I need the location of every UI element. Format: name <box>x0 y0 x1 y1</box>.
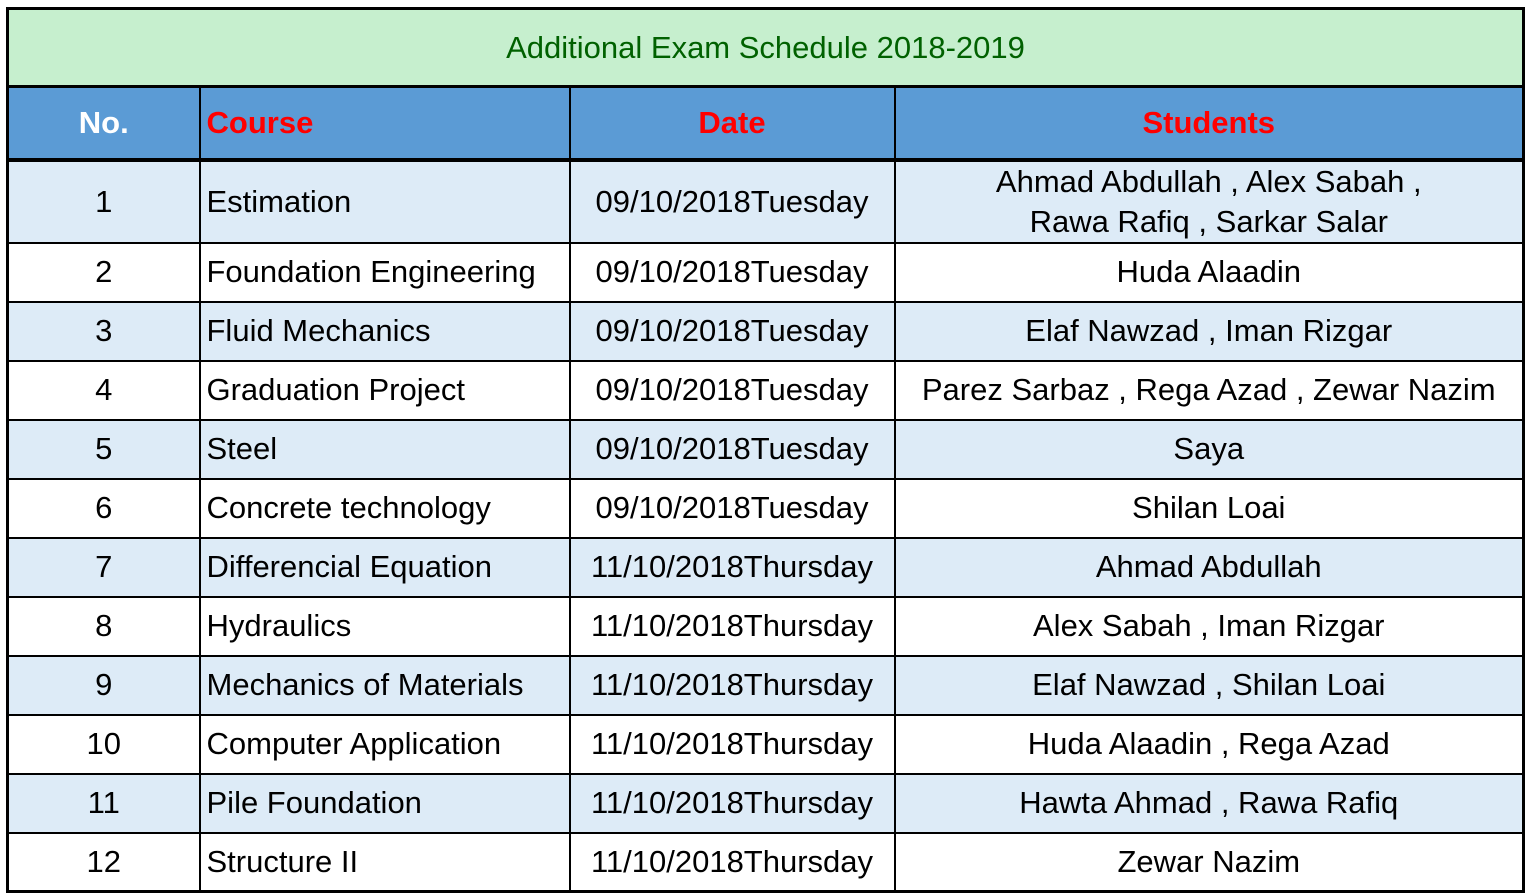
students-cell: Elaf Nawzad , Shilan Loai <box>895 656 1524 715</box>
students-cell: Alex Sabah , Iman Rizgar <box>895 597 1524 656</box>
table-row <box>8 715 1524 774</box>
students-cell: Hawta Ahmad , Rawa Rafiq <box>895 774 1524 833</box>
course-cell: Steel <box>200 420 570 479</box>
table-row <box>8 774 1524 833</box>
row-number-cell: 1 <box>8 160 200 243</box>
row-number-cell: 12 <box>8 833 200 892</box>
course-cell: Mechanics of Materials <box>200 656 570 715</box>
students-cell: Ahmad Abdullah <box>895 538 1524 597</box>
students-cell: Ahmad Abdullah , Alex Sabah , Rawa Rafiq , Sarkar Salar <box>895 160 1524 243</box>
row-number-cell: 3 <box>8 302 200 361</box>
row-number-cell: 5 <box>8 420 200 479</box>
course-cell: Foundation Engineering <box>200 243 570 302</box>
column-header-date: Date <box>570 87 895 160</box>
schedule-rows <box>8 160 1524 892</box>
column-header-course: Course <box>200 87 570 160</box>
title-row <box>8 9 1524 87</box>
course-cell: Fluid Mechanics <box>200 302 570 361</box>
date-cell: 11/10/2018Thursday <box>570 538 895 597</box>
course-cell: Hydraulics <box>200 597 570 656</box>
table-row <box>8 597 1524 656</box>
table-row <box>8 538 1524 597</box>
date-cell: 09/10/2018Tuesday <box>570 243 895 302</box>
course-cell: Computer Application <box>200 715 570 774</box>
exam-schedule-table <box>6 7 1525 893</box>
students-cell: Huda Alaadin , Rega Azad <box>895 715 1524 774</box>
course-cell: Concrete technology <box>200 479 570 538</box>
row-number-cell: 7 <box>8 538 200 597</box>
date-cell: 09/10/2018Tuesday <box>570 420 895 479</box>
table-row <box>8 656 1524 715</box>
header-row <box>8 87 1524 160</box>
table-row <box>8 479 1524 538</box>
students-cell: Parez Sarbaz , Rega Azad , Zewar Nazim <box>895 361 1524 420</box>
students-cell: Zewar Nazim <box>895 833 1524 892</box>
course-cell: Differencial Equation <box>200 538 570 597</box>
row-number-cell: 6 <box>8 479 200 538</box>
table-row <box>8 361 1524 420</box>
table-row <box>8 302 1524 361</box>
row-number-cell: 2 <box>8 243 200 302</box>
date-cell: 11/10/2018Thursday <box>570 597 895 656</box>
students-cell: Saya <box>895 420 1524 479</box>
table-row <box>8 160 1524 243</box>
course-cell: Estimation <box>200 160 570 243</box>
date-cell: 09/10/2018Tuesday <box>570 361 895 420</box>
students-cell: Elaf Nawzad , Iman Rizgar <box>895 302 1524 361</box>
course-cell: Graduation Project <box>200 361 570 420</box>
exam-schedule-sheet <box>6 7 1522 890</box>
date-cell: 09/10/2018Tuesday <box>570 160 895 243</box>
row-number-cell: 8 <box>8 597 200 656</box>
students-cell: Shilan Loai <box>895 479 1524 538</box>
course-cell: Pile Foundation <box>200 774 570 833</box>
table-row <box>8 833 1524 892</box>
date-cell: 11/10/2018Thursday <box>570 715 895 774</box>
date-cell: 11/10/2018Thursday <box>570 833 895 892</box>
date-cell: 11/10/2018Thursday <box>570 774 895 833</box>
row-number-cell: 9 <box>8 656 200 715</box>
schedule-title: Additional Exam Schedule 2018-2019 <box>8 9 1524 87</box>
date-cell: 11/10/2018Thursday <box>570 656 895 715</box>
date-cell: 09/10/2018Tuesday <box>570 479 895 538</box>
date-cell: 09/10/2018Tuesday <box>570 302 895 361</box>
column-header-no: No. <box>8 87 200 160</box>
table-row <box>8 420 1524 479</box>
row-number-cell: 11 <box>8 774 200 833</box>
row-number-cell: 10 <box>8 715 200 774</box>
row-number-cell: 4 <box>8 361 200 420</box>
course-cell: Structure II <box>200 833 570 892</box>
column-header-students: Students <box>895 87 1524 160</box>
table-row <box>8 243 1524 302</box>
students-cell: Huda Alaadin <box>895 243 1524 302</box>
